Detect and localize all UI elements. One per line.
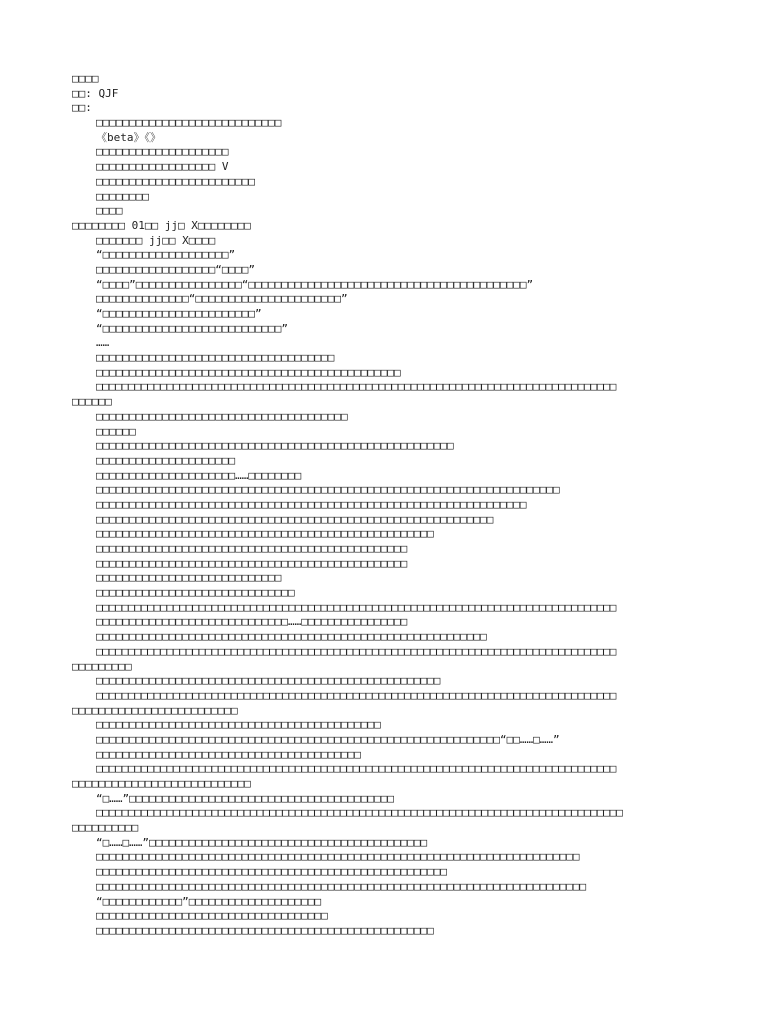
text-line: □□□□□□□□□□□□□□□□□□□□□□□□□□□□□□□□□□□□□□□□□□□□□□□□□□□□□□□□□□□□ <box>96 512 494 526</box>
text-line: □□□□□□□□□□□□□□□□□□□□□□□□□□□□□□□□□□□□□□□□□□□□□□□□□□□ <box>96 923 434 937</box>
text-line: □□□□□□□□□□□□□□□□□□□□□□□□□□□□□□□□□□□□□□□□□□□□□□□□□□□□□□□□□□□□□□□□□□□□□□□□□ <box>96 850 580 864</box>
text-line: □□□□□□□□□□□□□□□□□□□□□□□□□□□□□□ <box>96 586 295 600</box>
text-line: □□□□□□□□□□□□□□□□□□□□□□□□□□□□□□□□□□□□□□□□□□□□□□□□□□□□□□□□□□□□□□□□□□□□□□□□□□□□□□□□□ <box>96 644 617 658</box>
text-line: □□□□□□□□□□□□□□□□□□□□□□□□□□□□□□□□□□□□□□□□ <box>96 747 361 761</box>
text-line: “□□□□□□□□□□□□□□□□□□□□□□□□□□□” <box>96 321 289 335</box>
text-line: “□□□□□□□□□□□□□□□□□□□” <box>96 248 236 262</box>
text-line: □□□□□□□□□□□□□□□□□□□□□□□□□□□□□□□□□□□□□□□□□□□□□□□□□□□ <box>96 527 434 541</box>
text-line: □□□□□□□□□□□□□□□□□□□□□□□□□□□□□□□□□□□□□□□□□□□□□□□□□□□□□□ <box>96 439 454 453</box>
text-line: □□□□□□□□□□□□□□□□□□□□□□□□□□□□ <box>96 116 282 130</box>
text-line: “□……□……”□□□□□□□□□□□□□□□□□□□□□□□□□□□□□□□□□□□□□□□□□□ <box>96 835 428 849</box>
text-line: “□□□□”□□□□□□□□□□□□□□□□“□□□□□□□□□□□□□□□□□□□□□□□□□□□□□□□□□□□□□□□□□□” <box>96 277 534 291</box>
text-line: □□□□□□□□□□□□□□□□□□□□ <box>96 145 229 159</box>
text-line: □□□□□□□□□□□□□□□□□□□□□□□□□□□□□□□□□□□□□□□□□□□□□□□□□□□□□□□□□□□□□□□□□□□□□□□□□□ <box>96 879 587 893</box>
text-line: □□□□□□□□□□□□□□□□□□□□□□□□□□□□□□□□□□□□□□□□□□□□□□□ <box>96 542 408 555</box>
text-line: □□□□□□□□□□□□□□□□□□□□□□□□□□□□□□□□□□□□□□□□□□□□□□ <box>96 365 401 379</box>
text-line: □□□□□□□□□□□□□□□□□□□□□□□□□□□□□□□□□□□□□□□□□□□□□□□□□□□□□□□□□□□□□□□□□□□□□□□□□□□□□□□□□ <box>96 380 617 394</box>
text-line: □□□□□□□□ 01□□ jj□ X□□□□□□□□ <box>72 218 251 232</box>
text-line: □□□□□□□□□□□□□□□□□□□□□□□□□□□□ <box>96 571 282 585</box>
text-line: □□□□□□□□□□□□□□□□□□ V <box>96 160 229 174</box>
text-line: □□: <box>72 101 92 115</box>
text-line: □□□□□□□□□□□□□□□□□□□□□□□□□□□□□□□□□□□□□□□□□□□□□□□□□□□□□□□□□□□□□□□□□□□□□□□□□□□□□□□□□ <box>96 600 617 614</box>
text-line: □□: QJF <box>72 86 119 100</box>
text-line: □□□□ <box>72 72 99 85</box>
text-line: □□□□□□□□□□□□□□□□□□□□□□□□□□□□□□□□□□□□ <box>96 351 335 365</box>
text-line: “□□□□□□□□□□□□”□□□□□□□□□□□□□□□□□□□□ <box>96 894 322 908</box>
text-line: □□□□□□□□□□□□□□□□□□□□□□□□□□□□□□□□□□□□□□□□□□□□□□□□□□□□□ <box>96 865 447 879</box>
text-line: □□□□□□□□□□□□□□□□□□□□□□□□□□□□□□□□□□□□□□□□□□□□□□□□□□□□□□□□□□□ <box>96 630 487 644</box>
text-line: □□□□□□□□□□□□□□□□□□□□□□□□□□□□□□□□□□□□□□□□□□□□□□□□□□□□ <box>96 674 441 688</box>
text-line: □□□□□□□□□□□□□□□□□□□□□□□□□ <box>72 703 238 717</box>
document-page <box>72 72 712 939</box>
text-line: □□□□□□□□□□□□□□□□□□□□□□□□□□□□□……□□□□□□□□□□□□□□□□ <box>96 615 408 629</box>
text-line: □□□□□□□□□□□□□□□□□□“□□□□” <box>96 262 255 276</box>
text-line: □□□□□□□□□□□□□□□□□□□□□□□□□□□ <box>72 777 251 790</box>
text-line: □□□□□□□□□□□□□□□□□□□□□□□□□□□□□□□□□□□□□□□□□□□□□□□□□□□□□□□□□□□□□□□□□□□□□□ <box>96 483 560 497</box>
text-line: □□□□□□ <box>72 395 112 409</box>
text-line: …… <box>96 336 110 350</box>
text-line: □□□□□□□□□□□□□□□□□□□□□□□□□□□□□□□□□□□□□□□□□□□ <box>96 718 381 732</box>
text-line: □□□□□□□□ <box>96 189 149 203</box>
text-line: 《beta》《》 <box>96 130 161 144</box>
text-line: “□……”□□□□□□□□□□□□□□□□□□□□□□□□□□□□□□□□□□□□□□□□ <box>96 791 395 805</box>
text-line: “□□□□□□□□□□□□□□□□□□□□□□□” <box>96 307 262 320</box>
text-line: □□□□□□□□□□□□□□□□□□□□□□□□□□□□□□□□□□□□□□□□□□□□□□□□□□□□□□□□□□□□□□□□□ <box>96 497 527 511</box>
text-line: □□□□□□□□□□□□□□□□□□□□□□□□□□□□□□□□□□□□□□ <box>96 409 348 423</box>
text-line: □□□□□□□□□□□□□□□□□□□□□□□□□□□□□□□□□□□□□□□□□□□□□□□□□□□□□□□□□□□□□□□□□□□□□□□□□□□□□□□□□ <box>96 688 617 702</box>
text-line: □□□□□□□□□ <box>72 659 132 673</box>
text-line: □□□□□□□□□□ <box>72 821 139 835</box>
text-line: □□□□□□□□□□□□□□□□□□□□□□□□□□□□□□□□□□□□□□□□□□□□□□□□□□□□□□□□□□□□□□□□□□□□□□□□□□□□□□□□□□ <box>96 806 623 820</box>
text-line: □□□□□□□ jj□□ X□□□□ <box>96 233 216 247</box>
text-line: □□□□□□□□□□□□□□□□□□□□□□□□□□□□□□□□□□□ <box>96 909 328 923</box>
text-line: □□□□□□□□□□□□□□□□□□□□□□□□ <box>96 174 255 188</box>
text-line: □□□□□□ <box>96 424 136 438</box>
text-line: □□□□□□□□□□□□□□□□□□□□□ <box>96 453 236 467</box>
text-line: □□□□□□□□□□□□□□□□□□□□□□□□□□□□□□□□□□□□□□□□□□□□□□□□□□□□□□□□□□□□□“□□……□……” <box>96 732 560 746</box>
text-line: □□□□□□□□□□□□□□□□□□□□□□□□□□□□□□□□□□□□□□□□□□□□□□□□□□□□□□□□□□□□□□□□□□□□□□□□□□□□□□□□□ <box>96 762 617 776</box>
text-line: □□□□ <box>96 204 123 218</box>
text-line: □□□□□□□□□□□□□□“□□□□□□□□□□□□□□□□□□□□□□” <box>96 292 348 306</box>
text-line: □□□□□□□□□□□□□□□□□□□□□……□□□□□□□□ <box>96 468 302 482</box>
text-line: □□□□□□□□□□□□□□□□□□□□□□□□□□□□□□□□□□□□□□□□□□□□□□□ <box>96 556 408 570</box>
